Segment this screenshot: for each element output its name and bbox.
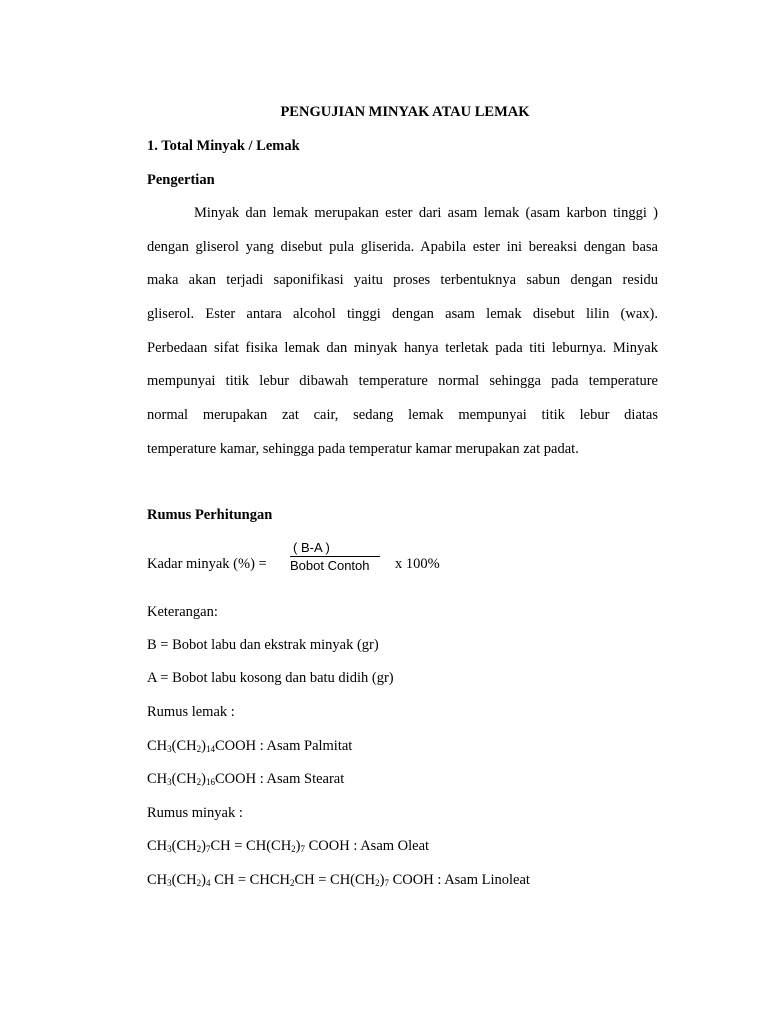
formula-numerator: ( B-A ) bbox=[293, 540, 330, 555]
formula-label: Kadar minyak (%) = bbox=[147, 556, 267, 572]
keterangan-label: Keterangan: bbox=[147, 604, 218, 620]
paragraph-line: dengan gliserol yang disebut pula gliserida. Apabila ester ini bereaksi dengan basa bbox=[147, 238, 658, 255]
section-heading-total-minyak: 1. Total Minyak / Lemak bbox=[147, 138, 300, 154]
paragraph-line: gliserol. Ester antara alcohol tinggi dengan asam lemak disebut lilin (wax). bbox=[147, 306, 658, 323]
heading-rumus-perhitungan: Rumus Perhitungan bbox=[147, 507, 273, 523]
formula-asam-linoleat: $CH_3(CH_2)_4$ CH = $CHCH_2CH = CH(CH_2)_7$ COOH : Asam Linoleat bbox=[147, 872, 530, 888]
formula-denominator: Bobot Contoh bbox=[290, 558, 370, 573]
paragraph-line: normal merupakan zat cair, sedang lemak mempunyai titik lebur diatas bbox=[147, 407, 658, 424]
formula-asam-oleat: $CH_3(CH_2)_7CH = CH(CH_2)_7$ COOH : Asam Oleat bbox=[147, 838, 430, 854]
keterangan-item-b: B = Bobot labu dan ekstrak minyak (gr) bbox=[147, 637, 379, 653]
paragraph-line: Perbedaan sifat fisika lemak dan minyak hanya terletak pada titi leburnya. Minyak bbox=[147, 339, 658, 356]
paragraph-line: maka akan terjadi saponifikasi yaitu proses terbentuknya sabun dengan residu bbox=[147, 272, 658, 289]
paragraph-line: Minyak dan lemak merupakan ester dari asam lemak (asam karbon tinggi ) bbox=[194, 205, 658, 221]
document-title: PENGUJIAN MINYAK ATAU LEMAK bbox=[280, 104, 530, 120]
formula-fraction-bar bbox=[290, 556, 380, 557]
formula-asam-stearat: $CH_3(CH_2)_{16}COOH$ : Asam Stearat bbox=[147, 771, 345, 787]
rumus-minyak-label: Rumus minyak : bbox=[147, 805, 243, 821]
paragraph-pengertian bbox=[147, 204, 658, 474]
formula-asam-palmitat: $CH_3(CH_2)_{14}COOH$ : Asam Palmitat bbox=[147, 738, 353, 754]
heading-pengertian: Pengertian bbox=[147, 172, 215, 188]
formula-multiplier: x 100% bbox=[395, 556, 440, 572]
keterangan-item-a: A = Bobot labu kosong dan batu didih (gr) bbox=[147, 670, 394, 686]
paragraph-line: temperature kamar, sehingga pada temperatur kamar merupakan zat padat. bbox=[147, 440, 579, 457]
paragraph-line: mempunyai titik lebur dibawah temperature normal sehingga pada temperature bbox=[147, 373, 658, 390]
rumus-lemak-label: Rumus lemak : bbox=[147, 704, 235, 720]
